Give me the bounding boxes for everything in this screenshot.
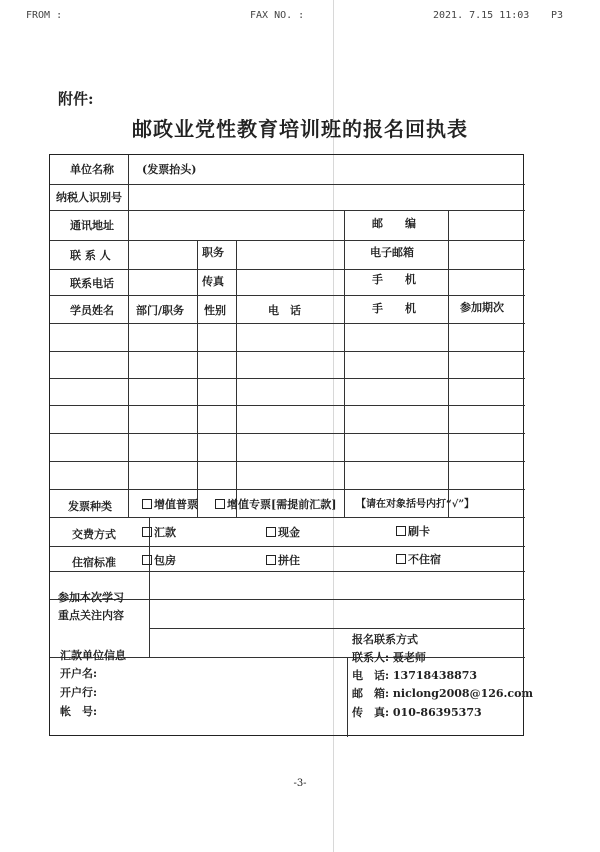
focus-label-line1: 参加本次学习	[58, 591, 124, 604]
unit-name-label: 单位名称	[70, 163, 114, 176]
lodging-option-room[interactable]: 包房	[142, 554, 176, 567]
checkbox-icon[interactable]	[396, 526, 406, 536]
checkbox-icon[interactable]	[215, 499, 225, 509]
registration-contact: 联系人: 聂老师	[352, 651, 426, 664]
registration-fax: 传 真: 010-86395373	[352, 706, 482, 719]
registration-email: 邮 箱: niclong2008@126.com	[352, 687, 534, 700]
remit-account-name: 开户名:	[60, 667, 98, 680]
postcode-label: 邮 编	[372, 217, 416, 230]
attachment-label: 附件:	[58, 90, 94, 108]
address-label: 通讯地址	[70, 219, 114, 232]
remit-title: 汇款单位信息	[60, 649, 126, 662]
gender-header: 性别	[204, 304, 226, 317]
invoice-label: 发票种类	[68, 500, 112, 513]
remit-account-no: 帐 号:	[60, 705, 98, 718]
payment-option-card[interactable]: 刷卡	[396, 525, 430, 538]
email-label: 电子邮箱	[370, 246, 414, 259]
payment-label: 交费方式	[72, 528, 116, 541]
checkbox-icon[interactable]	[396, 554, 406, 564]
lodging-option-shared[interactable]: 拼住	[266, 554, 300, 567]
session-header: 参加期次	[460, 301, 504, 314]
student-name-header: 学员姓名	[70, 304, 114, 317]
checkbox-icon[interactable]	[142, 555, 152, 565]
page-title: 邮政业党性教育培训班的报名回执表	[132, 117, 468, 141]
tel-header: 电 话	[268, 304, 301, 317]
lodging-option-none[interactable]: 不住宿	[396, 553, 441, 566]
fax-label: 传真	[202, 275, 224, 288]
checkbox-icon[interactable]	[142, 527, 152, 537]
fax-datetime: 2021. 7.15 11:03	[433, 10, 530, 21]
department-header: 部门/职务	[136, 304, 185, 317]
checkbox-icon[interactable]	[142, 499, 152, 509]
invoice-option-special[interactable]: 增值专票[需提前汇款]	[215, 498, 336, 511]
registration-title: 报名联系方式	[352, 633, 418, 646]
phone-label: 联系电话	[70, 277, 114, 290]
fax-from: FROM :	[26, 10, 63, 21]
checkbox-icon[interactable]	[266, 555, 276, 565]
tax-id-label: 纳税人识别号	[56, 191, 122, 204]
invoice-note: 【请在对象括号内打“√”】	[356, 499, 475, 510]
remit-bank: 开户行:	[60, 686, 98, 699]
payment-option-transfer[interactable]: 汇款	[142, 526, 176, 539]
payment-option-cash[interactable]: 现金	[266, 526, 300, 539]
registration-phone: 电 话: 13718438873	[352, 669, 478, 682]
checkbox-icon[interactable]	[266, 527, 276, 537]
fax-page: P3	[551, 10, 564, 21]
unit-name-hint: (发票抬头)	[142, 163, 197, 176]
mobile-label: 手 机	[372, 273, 416, 286]
focus-label-line2: 重点关注内容	[58, 609, 124, 622]
position-label: 职务	[202, 246, 224, 259]
lodging-label: 住宿标准	[72, 556, 116, 569]
fax-number: FAX NO. :	[250, 10, 305, 21]
contact-label: 联 系 人	[70, 249, 111, 262]
registration-form	[49, 154, 534, 736]
invoice-option-normal[interactable]: 增值普票	[142, 498, 198, 511]
mobile-header: 手 机	[372, 302, 416, 315]
page-number: -3-	[293, 778, 307, 789]
